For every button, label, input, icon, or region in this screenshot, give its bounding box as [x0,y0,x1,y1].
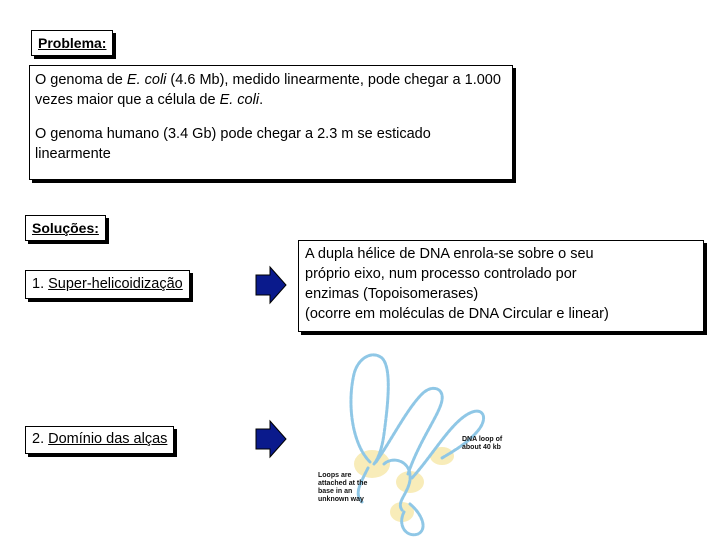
problem-text: . [259,92,264,108]
loops-attached-label [318,472,367,504]
description-line: enzimas (Topoisomerases) [305,286,479,302]
problem-title-text: Problema: [38,35,107,51]
species-name: E. coli [219,92,260,108]
problem-paragraph-human: O genoma humano (3.4 Gb) pode chegar a 2.3 m se esticado linearmente [35,126,431,162]
species-name: E. coli [126,72,167,88]
solution-item-2 [25,426,174,454]
solutions-title [25,215,106,241]
problem-paragraph-ecoli [35,70,507,110]
label-line: DNA loop of [462,436,503,443]
solution-1-description [298,240,704,332]
item-label: Domínio das alças [48,431,168,447]
solution-item-1 [25,270,190,299]
item-number: 1. [32,276,49,292]
problem-box [29,65,513,180]
arrow-right-icon [253,419,289,459]
solutions-title-text: Soluções: [32,220,99,236]
problem-title [31,30,113,56]
dna-loop [351,355,388,464]
problem-text: O genoma de [35,72,127,88]
label-line: Loops are [318,472,352,479]
item-number: 2. [32,431,49,447]
label-line: unknown way [318,496,364,503]
label-line: about 40 kb [462,444,501,451]
label-line: attached at the [318,480,368,487]
dna-loop-label [462,436,502,452]
description-line: (ocorre em moléculas de DNA Circular e linear) [305,306,609,322]
label-line: base in an [318,488,353,495]
arrow-shape [256,267,286,303]
description-line: A dupla hélice de DNA enrola-se sobre o seu [305,246,594,262]
arrow-shape [256,421,286,457]
description-line: próprio eixo, num processo controlado por [305,266,577,282]
dna-loop-figure [292,344,522,544]
item-label: Super-helicoidização [48,276,183,292]
problem-text: (4.6 Mb), medido linearmente, pode chegar a 1.000 vezes maior que a célula de [35,72,501,108]
arrow-right-icon [253,265,289,305]
